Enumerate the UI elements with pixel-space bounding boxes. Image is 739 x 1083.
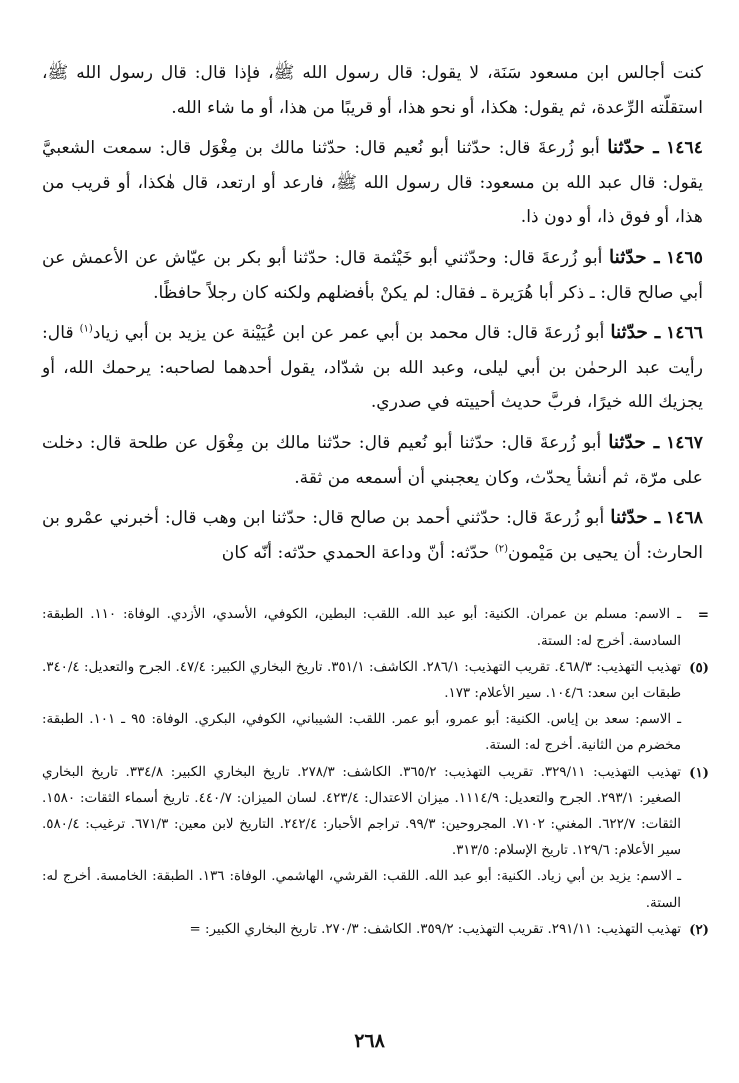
hadith-text: أبو زُرعةَ قال: حدّثني أحمد بن صالح قال: حدّثنا ابن وهب قال: أخبرني عمْرو بن الحارث: أن يحيى بن مَيْمون (42, 508, 703, 563)
footnote-bio-c (42, 864, 703, 916)
footnote-5 (42, 655, 709, 707)
footnote-ref-2[interactable]: (٢) (494, 542, 509, 554)
footnote-bio-b (42, 707, 703, 759)
hadith-1467 (42, 426, 703, 495)
hadith-text-cont: حدّثه: أنّ وداعة الحمدي حدّثه: أنّه كان (221, 542, 495, 563)
hadith-1464 (42, 131, 703, 235)
haddathana-label: ـ حدّثنا (610, 322, 661, 344)
hadith-1465 (42, 241, 703, 310)
hadith-number: ١٤٦٨ (666, 508, 703, 529)
footnote-marker: (٢) (689, 921, 709, 938)
footnote-ref-1[interactable]: (١) (79, 323, 93, 335)
footnote-text: تهذيب التهذيب: ٣٢٩/١١. تقريب التهذيب: ٣٦٥/٢. الكاشف: ٢٧٨/٣. تاريخ البخاري الكبير: ٣٣٤/٨. تاريخ البخاري الصغير: ٢٩٣/١. الجرح والتعديل: ١١١٤/٩. ميزان الاعتدال: ٤٢٣/٤. لسان الميزان: ٤٤٠/٧. تاريخ أسماء الثقات: ١٥٨٠. الثقات: ٦٢٢/٧. المغني: ٧١٠٢. المجروحين: ٩٩/٣. تراجم الأحبار: ٢٤٢/٤. التاريخ لابن معين: ٦٧١/٣. ترغيب: ٥٨٠/٤. سير الأعلام: ١٢٩/٦. تاريخ الإسلام: ٣١٣/٥. (42, 764, 681, 859)
footnote-text: ـ الاسم: يزيد بن أبي زياد. الكنية: أبو عبد الله. اللقب: القرشي، الهاشمي. الوفاة: ١٣٦. الطبقة: الخامسة. أخرج له: الستة. (42, 869, 681, 911)
hadith-text: أبو زُرعةَ قال: حدّثنا أبو نُعيم قال: حدّثنا مالك بن مِغْوَل عن طلحة قال: دخلت على مرّة، ثم أنشأ يحدّث، وكان يعجبني أن أسمعه من ثقة. (42, 432, 703, 488)
hadith-text: أبو زُرعةَ قال: قال محمد بن أبي عمر عن ابن عُيَيْنة عن يزيد بن أبي زياد (92, 323, 605, 344)
haddathana-label: ـ حدّثنا (608, 431, 660, 453)
hadith-number: ١٤٦٧ (666, 432, 703, 453)
footnote-text: ـ الاسم: سعد بن إياس. الكنية: أبو عمرو، أبو عمر. اللقب: الشيباني، الكوفي، البكري. الوفاة: ٩٥ ـ ١٠١. الطبقة: مخضرم من الثانية. أخرج له: الستة. (42, 712, 682, 754)
hadith-text-cont: قال: رأيت عبد الرحمٰن بن أبي ليلى، وعبد الله بن شدّاد، يقول أحدهما لصاحبه: يرحمك الله، أو يجزيك الله خيرًا، فربَّ حديث أحييته في صدري. (42, 323, 703, 413)
footnote-continued-a (42, 602, 709, 654)
hadith-text: أبو زُرعةَ قال: حدّثنا أبو نُعيم قال: حدّثنا مالك بن مِغْوَل قال: سمعت الشعبيَّ يقول: قال عبد الله بن مسعود: قال رسول الله ﷺ، فارعد أو ارتعد، قال هٰكذا، أو قريب من هذا، أو فوق ذا، أو دون ذا. (42, 138, 703, 228)
footnote-text: تهذيب التهذيب: ٢٩١/١١. تقريب التهذيب: ٣٥٩/٢. الكاشف: ٢٧٠/٣. تاريخ البخاري الكبير: = (189, 921, 681, 937)
footnote-text: ـ الاسم: مسلم بن عمران. الكنية: أبو عبد الله. اللقب: البطين، الكوفي، الأسدي، الأزدي. الوفاة: ١١٠. الطبقة: السادسة. أخرج له: الستة. (42, 607, 681, 649)
hadith-1468 (42, 501, 703, 570)
footnote-marker: (٥) (689, 659, 709, 676)
hadith-1466 (42, 316, 703, 420)
footnote-text: تهذيب التهذيب: ٤٦٨/٣. تقريب التهذيب: ٢٨٦/١. الكاشف: ٣٥١/١. تاريخ البخاري الكبير: ٤٧/٤. الجرح والتعديل: ٣٤٠/٤. طبقات ابن سعد: ١٠٤/٦. سير الأعلام: ١٧٣. (42, 659, 681, 701)
main-text (42, 56, 703, 570)
haddathana-label: ـ حدّثنا (607, 137, 659, 159)
hadith-number: ١٤٦٦ (666, 323, 703, 344)
page-number: ٢٦٨ (354, 1030, 385, 1052)
footnote-1 (42, 760, 709, 865)
hadith-number: ١٤٦٤ (666, 138, 704, 159)
footnote-marker: (١) (689, 764, 709, 781)
hadith-number: ١٤٦٥ (666, 247, 703, 268)
paragraph-text: كنت أجالس ابن مسعود سَنَة، لا يقول: قال رسول الله ﷺ، فإذا قال: قال رسول الله ﷺ، استقلّته الرِّعدة، ثم يقول: هكذا، أو نحو هذا، أو قريبًا من هذا، أو ما شاء الله. (42, 63, 703, 118)
footnote-2 (42, 917, 709, 943)
footnote-separator (42, 576, 703, 602)
haddathana-label: ـ حدّثنا (609, 246, 660, 268)
haddathana-label: ـ حدّثنا (610, 507, 661, 529)
hadith-text: أبو زُرعةَ قال: وحدّثني أبو خَيْثمة قال: حدّثنا أبو بكر بن عيّاش عن الأعمش عن أبي صالح قال: ـ ذكر أبا هُرَيرة ـ فقال: لم يكنْ بأفضلهم ولكنه كان رجلاً حافظًا. (42, 247, 703, 303)
continued-paragraph (42, 56, 703, 125)
continuation-mark: = (697, 607, 709, 624)
footnotes (42, 602, 709, 943)
